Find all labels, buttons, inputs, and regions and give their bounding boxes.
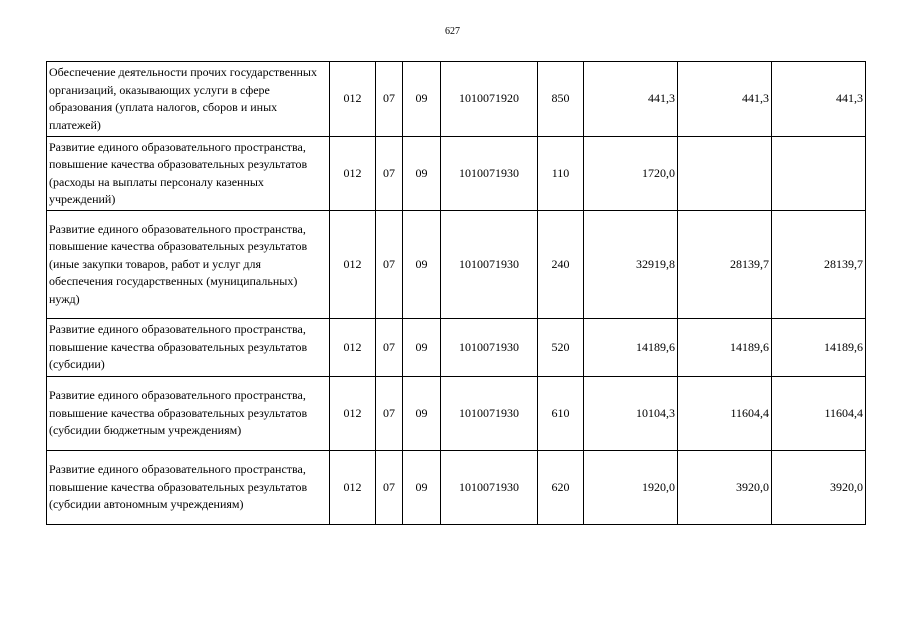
amount-year-2: 14189,6 xyxy=(678,319,772,377)
amount-year-3: 14189,6 xyxy=(772,319,866,377)
page-number: 627 xyxy=(445,26,460,37)
amount-year-3: 441,3 xyxy=(772,62,866,137)
table-row xyxy=(47,377,866,451)
amount-year-1: 1720,0 xyxy=(584,137,678,211)
amount-year-1: 32919,8 xyxy=(584,211,678,319)
amount-year-3: 11604,4 xyxy=(772,377,866,451)
row-description: Развитие единого образовательного пространства, повышение качества образовательных результатов (иные закупки товаров, работ и услуг для обеспечения государственных (муниципальных) нужд) xyxy=(47,211,330,319)
expense-type-code: 520 xyxy=(538,319,584,377)
ministry-code: 012 xyxy=(330,211,376,319)
expense-type-code: 620 xyxy=(538,451,584,525)
section-code: 07 xyxy=(376,137,403,211)
row-description: Развитие единого образовательного пространства, повышение качества образовательных результатов (субсидии автономным учреждениям) xyxy=(47,451,330,525)
table-row xyxy=(47,62,866,137)
amount-year-2: 3920,0 xyxy=(678,451,772,525)
target-article-code: 1010071930 xyxy=(441,451,538,525)
row-description: Развитие единого образовательного пространства, повышение качества образовательных результатов (субсидии бюджетным учреждениям) xyxy=(47,377,330,451)
amount-year-2: 28139,7 xyxy=(678,211,772,319)
subsection-code: 09 xyxy=(403,451,441,525)
expense-type-code: 110 xyxy=(538,137,584,211)
target-article-code: 1010071930 xyxy=(441,211,538,319)
budget-table xyxy=(46,61,866,525)
subsection-code: 09 xyxy=(403,319,441,377)
row-description: Развитие единого образовательного пространства, повышение качества образовательных результатов (расходы на выплаты персоналу казенных учреждений) xyxy=(47,137,330,211)
target-article-code: 1010071930 xyxy=(441,137,538,211)
target-article-code: 1010071930 xyxy=(441,319,538,377)
target-article-code: 1010071920 xyxy=(441,62,538,137)
expense-type-code: 610 xyxy=(538,377,584,451)
section-code: 07 xyxy=(376,211,403,319)
table-row xyxy=(47,137,866,211)
ministry-code: 012 xyxy=(330,319,376,377)
amount-year-1: 441,3 xyxy=(584,62,678,137)
ministry-code: 012 xyxy=(330,377,376,451)
ministry-code: 012 xyxy=(330,451,376,525)
subsection-code: 09 xyxy=(403,62,441,137)
subsection-code: 09 xyxy=(403,211,441,319)
expense-type-code: 850 xyxy=(538,62,584,137)
amount-year-1: 1920,0 xyxy=(584,451,678,525)
subsection-code: 09 xyxy=(403,137,441,211)
row-description: Обеспечение деятельности прочих государственных организаций, оказывающих услуги в сфере образования (уплата налогов, сборов и иных платежей) xyxy=(47,62,330,137)
ministry-code: 012 xyxy=(330,137,376,211)
amount-year-2: 11604,4 xyxy=(678,377,772,451)
table-row xyxy=(47,451,866,525)
amount-year-1: 10104,3 xyxy=(584,377,678,451)
target-article-code: 1010071930 xyxy=(441,377,538,451)
amount-year-1: 14189,6 xyxy=(584,319,678,377)
subsection-code: 09 xyxy=(403,377,441,451)
amount-year-3: 28139,7 xyxy=(772,211,866,319)
section-code: 07 xyxy=(376,62,403,137)
section-code: 07 xyxy=(376,377,403,451)
ministry-code: 012 xyxy=(330,62,376,137)
amount-year-2: 441,3 xyxy=(678,62,772,137)
expense-type-code: 240 xyxy=(538,211,584,319)
table-row xyxy=(47,319,866,377)
amount-year-3: 3920,0 xyxy=(772,451,866,525)
section-code: 07 xyxy=(376,451,403,525)
amount-year-2 xyxy=(678,137,772,211)
amount-year-3 xyxy=(772,137,866,211)
table-row xyxy=(47,211,866,319)
row-description: Развитие единого образовательного пространства, повышение качества образовательных результатов (субсидии) xyxy=(47,319,330,377)
section-code: 07 xyxy=(376,319,403,377)
